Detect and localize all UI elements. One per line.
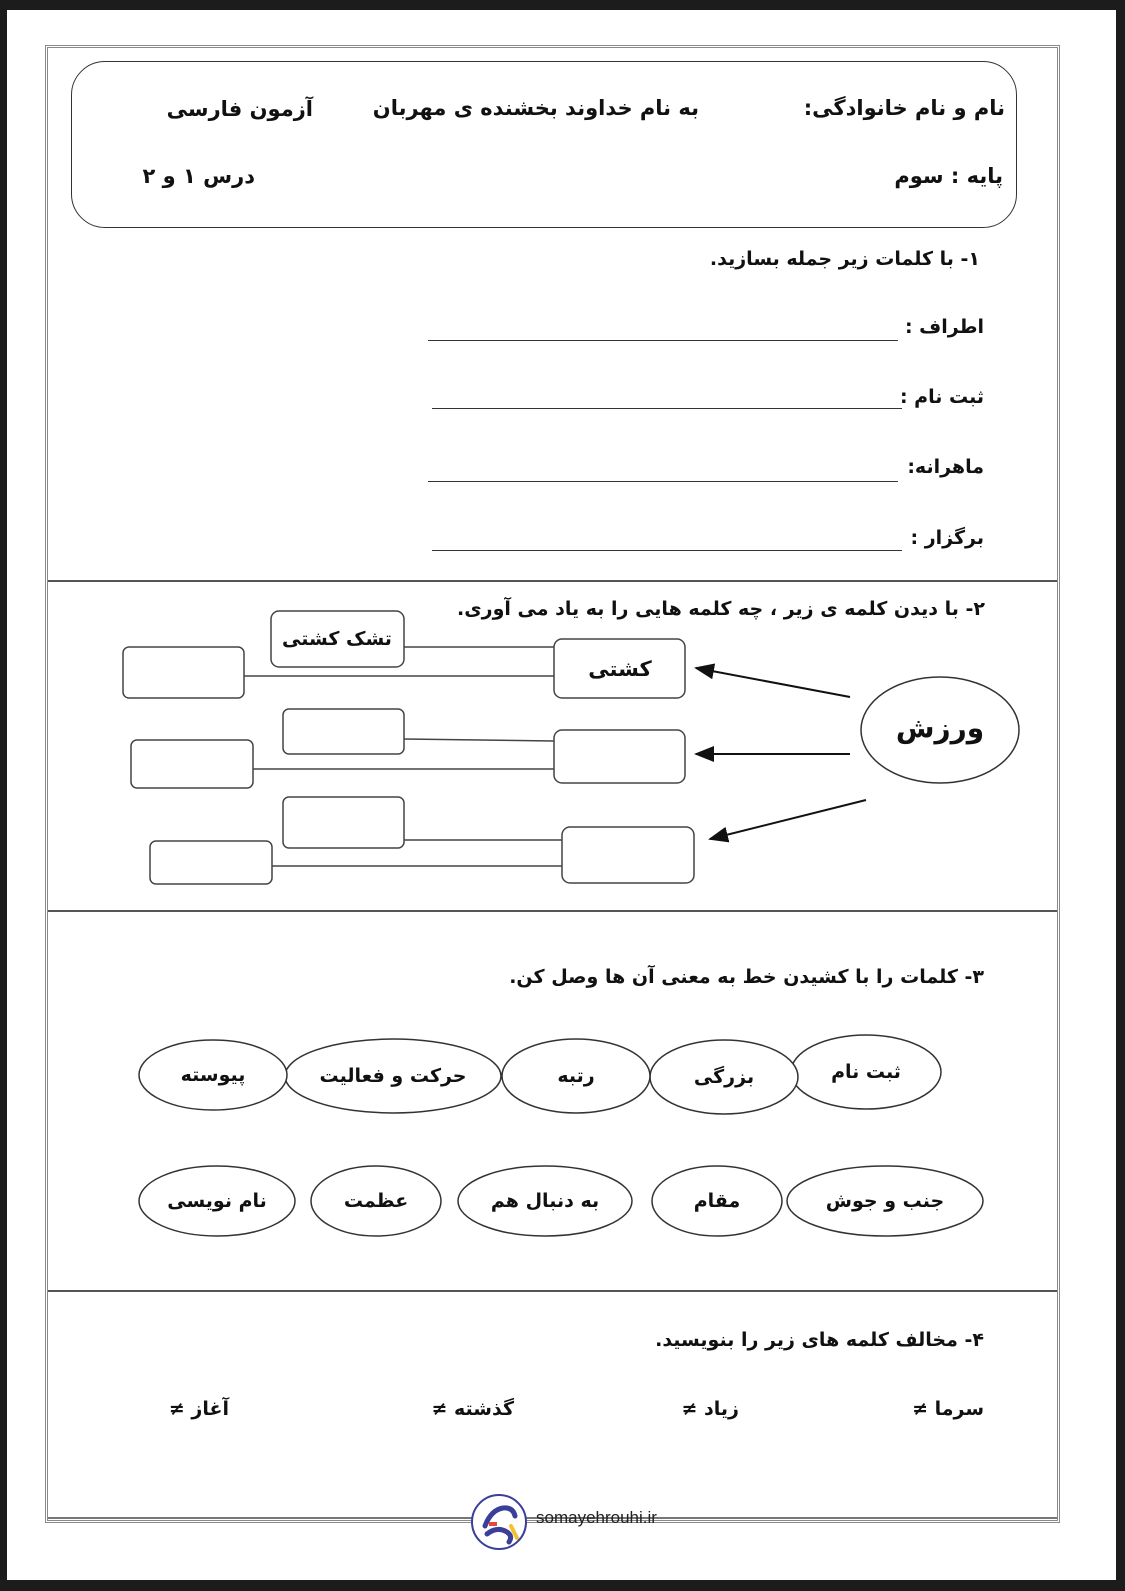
exam-name: آزمون فارسی xyxy=(166,97,313,121)
somayehrouhi-logo-icon xyxy=(471,1494,527,1550)
q2-sub-bottom-box-3[interactable] xyxy=(150,841,272,884)
q4-word-4: آغاز ≠ xyxy=(168,1398,229,1420)
grade-label: پایه : سوم xyxy=(894,164,1003,188)
page-title: به نام خداوند بخشنده ی مهربان xyxy=(372,96,699,120)
q2-center-word: ورزش xyxy=(895,711,985,745)
q2-main-word-1: کشتی xyxy=(588,657,652,681)
q4-instruction: ۴- مخالف کلمه های زیر را بنویسید. xyxy=(655,1329,984,1351)
q1-word-3: ماهرانه: xyxy=(907,456,984,478)
q3-top-word-2: بزرگی xyxy=(693,1066,755,1088)
lessons-label: درس ۱ و ۲ xyxy=(142,164,255,188)
q4-word-2: زیاد ≠ xyxy=(681,1398,739,1420)
q3-top-word-5: پیوسته xyxy=(180,1064,246,1086)
q3-instruction: ۳- کلمات را با کشیدن خط به معنی آن ها وصل کن. xyxy=(509,966,984,988)
q1-word-2: ثبت نام : xyxy=(899,386,984,408)
q4-word-3: گذشته ≠ xyxy=(431,1398,514,1420)
q2-instruction: ۲- با دیدن کلمه ی زیر ، چه کلمه هایی را به یاد می آوری. xyxy=(457,598,985,620)
q2-main-box-3[interactable] xyxy=(562,827,694,883)
website-link[interactable]: somayehrouhi.ir xyxy=(536,1508,657,1527)
q3-bottom-word-3: به دنبال هم xyxy=(490,1190,600,1212)
q2-arrow-1 xyxy=(696,668,850,697)
q2-sub-top-box-2[interactable] xyxy=(283,709,404,754)
section-divider-2 xyxy=(48,910,1057,912)
q2-sub-top-box-3[interactable] xyxy=(283,797,404,848)
q3-bottom-word-2: مقام xyxy=(693,1190,741,1212)
q3-top-word-3: رتبه xyxy=(557,1065,595,1087)
q3-bottom-word-5: نام نویسی xyxy=(167,1190,267,1212)
q2-connector xyxy=(404,739,554,741)
q2-main-box-2[interactable] xyxy=(554,730,685,783)
q1-word-4: برگزار : xyxy=(910,527,984,549)
q2-sub-word-1: تشک کشتی xyxy=(282,628,392,650)
q1-word-1: اطراف : xyxy=(904,316,984,338)
section-divider-3 xyxy=(48,1290,1057,1292)
q3-top-word-1: ثبت نام xyxy=(831,1061,901,1083)
q1-instruction: ۱- با کلمات زیر جمله بسازید. xyxy=(709,248,980,270)
q4-word-1: سرما ≠ xyxy=(912,1398,984,1420)
q2-sub-bottom-box-1[interactable] xyxy=(123,647,244,698)
q2-sub-bottom-box-2[interactable] xyxy=(131,740,253,788)
q3-bottom-word-1: جنب و جوش xyxy=(825,1190,945,1212)
q3-bottom-word-4: عظمت xyxy=(343,1190,409,1212)
student-name-label: نام و نام خانوادگی: xyxy=(803,96,1005,120)
q2-arrow-3 xyxy=(710,800,866,839)
q3-top-word-4: حرکت و فعالیت xyxy=(319,1065,467,1087)
